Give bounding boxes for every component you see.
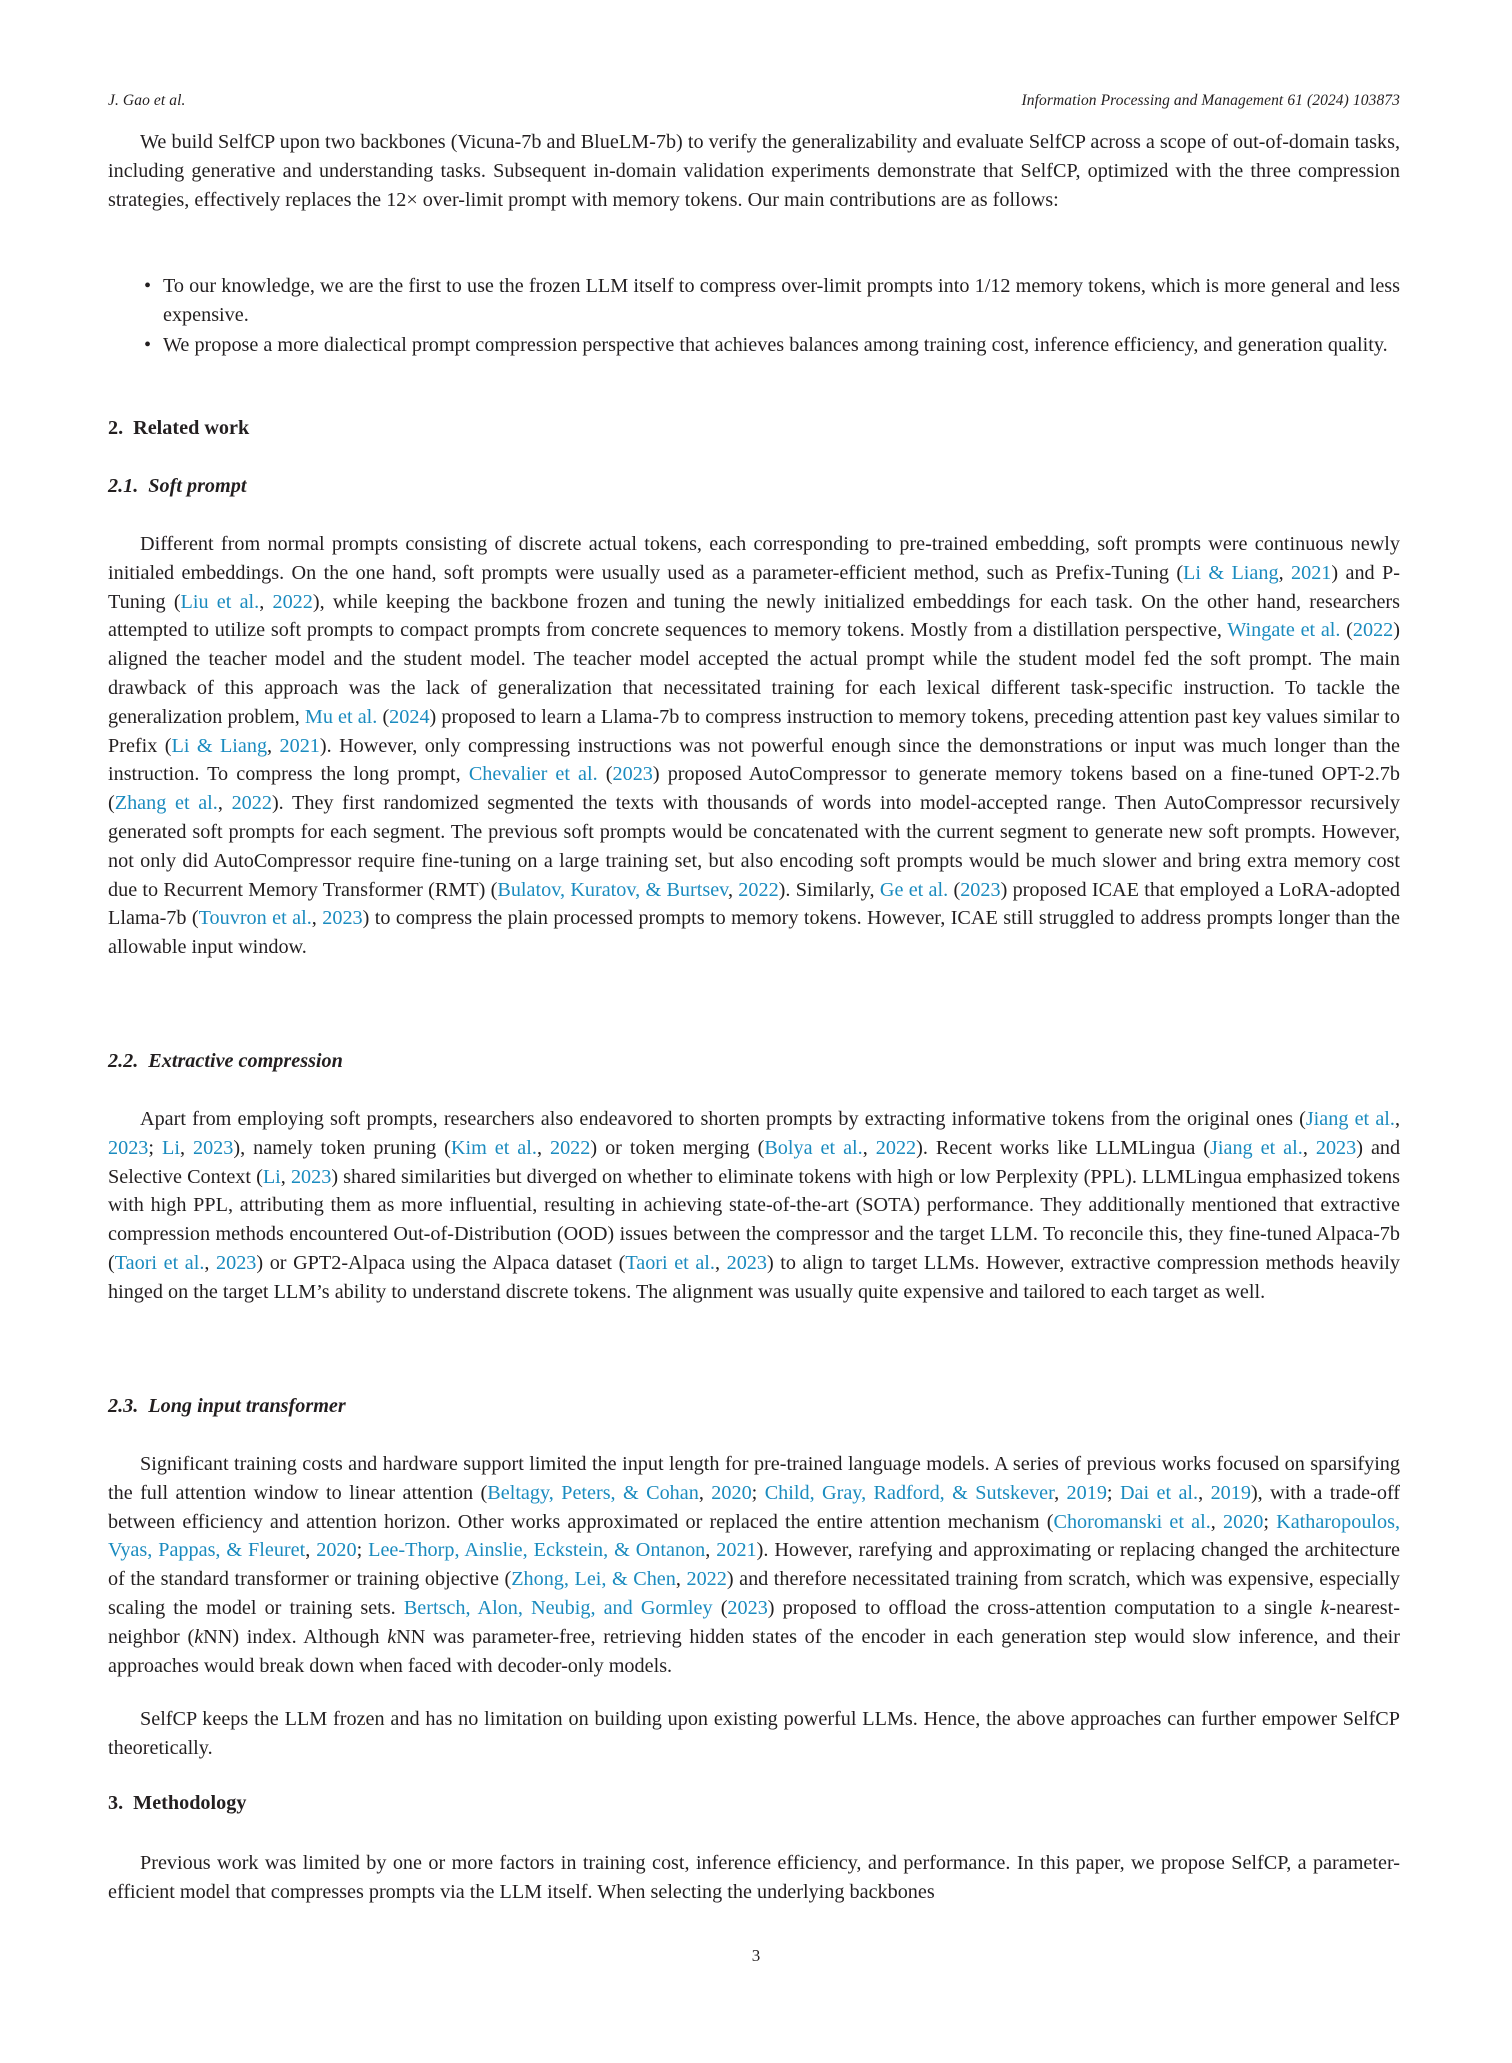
citation-link[interactable]: 2020: [1222, 1510, 1264, 1533]
citation-link[interactable]: Li: [161, 1136, 180, 1159]
subsection-heading-long-input-transformer: 2.3. Long input transformer: [108, 1395, 346, 1417]
citation-link[interactable]: Jiang et al.: [1305, 1108, 1395, 1130]
citation-link[interactable]: 2021: [1291, 561, 1332, 584]
citation-link[interactable]: Bulatov, Kuratov, & Burtsev: [497, 878, 728, 901]
list-item: • To our knowledge, we are the first to use the frozen LLM itself to compress over-limit prompts into 1/12 memory tokens, which is more general and less expensive.: [108, 272, 1400, 330]
citation-link[interactable]: 2020: [711, 1481, 752, 1504]
running-header-left: J. Gao et al.: [108, 92, 186, 109]
intro-paragraph: We build SelfCP upon two backbones (Vicuna-7b and BlueLM-7b) to verify the generalizability and evaluate SelfCP across a scope of out-of-domain tasks, including generative and understanding tasks. Subsequent in-domain validation experiments demonstrate that SelfCP, optimized with the three compression strategies, effectively replaces the 12× over-limit prompt with memory tokens. Our main contributions are as follows:: [108, 131, 1400, 211]
citation-link[interactable]: 2019: [1210, 1481, 1251, 1504]
citation-link[interactable]: 2023: [192, 1136, 234, 1159]
citation-link[interactable]: Jiang et al.: [1210, 1136, 1303, 1159]
citation-link[interactable]: Li: [262, 1165, 281, 1188]
bullet-mark: •: [144, 275, 152, 297]
citation-link[interactable]: 2022: [549, 1136, 591, 1159]
citation-link[interactable]: 2023: [726, 1251, 767, 1274]
contributions-list: [108, 272, 1400, 360]
page-number: 3: [751, 1946, 761, 1965]
citation-link[interactable]: 2021: [279, 734, 320, 757]
citation-link[interactable]: 2023: [612, 763, 653, 786]
citation-link[interactable]: 2023: [108, 1136, 149, 1159]
citation-link[interactable]: Dai et al.: [1119, 1481, 1199, 1504]
citation-link[interactable]: 2019: [1066, 1481, 1107, 1504]
citation-link[interactable]: Wingate et al.: [1227, 619, 1341, 642]
citation-link[interactable]: 2022: [686, 1568, 727, 1591]
section-heading-related-work: 2. Related work: [108, 417, 250, 439]
running-header-right: Information Processing and Management 61 (2024) 103873: [1021, 92, 1400, 109]
citation-link[interactable]: 2021: [716, 1539, 757, 1562]
citation-link[interactable]: 2023: [322, 907, 363, 930]
citation-link[interactable]: 2020: [316, 1539, 357, 1562]
citation-link[interactable]: Chevalier et al.: [468, 763, 598, 786]
citation-link[interactable]: 2022: [272, 590, 313, 613]
subsection-heading-extractive-compression: 2.2. Extractive compression: [108, 1050, 343, 1072]
citation-link[interactable]: 2022: [1352, 619, 1394, 642]
section-heading-methodology: 3. Methodology: [108, 1792, 247, 1814]
citation-link[interactable]: 2023: [216, 1251, 257, 1274]
citation-link[interactable]: Zhong, Lei, & Chen: [511, 1568, 676, 1591]
citation-link[interactable]: Li & Liang: [1183, 561, 1279, 584]
citation-link[interactable]: Ge et al.: [879, 878, 949, 901]
citation-link[interactable]: 2022: [875, 1136, 917, 1159]
citation-link[interactable]: Taori et al.: [625, 1251, 715, 1274]
citation-link[interactable]: 2022: [738, 878, 779, 901]
citation-link[interactable]: 2023: [960, 878, 1001, 901]
citation-link[interactable]: Beltagy, Peters, & Cohan: [487, 1481, 699, 1504]
citation-link[interactable]: 2023: [1315, 1136, 1357, 1159]
citation-link[interactable]: Lee-Thorp, Ainslie, Eckstein, & Ontanon: [368, 1539, 706, 1562]
selfcp-frozen-paragraph: SelfCP keeps the LLM frozen and has no limitation on building upon existing powerful LLMs. Hence, the above approaches can further empower SelfCP theoretically.: [108, 1708, 1400, 1759]
citation-link[interactable]: Katharopoulos, Vyas, Pappas, & Fleuret: [108, 1510, 1401, 1562]
citation-link[interactable]: 2023: [727, 1596, 768, 1619]
bullet-mark: •: [144, 333, 152, 356]
methodology-paragraph: Previous work was limited by one or more factors in training cost, inference efficiency, and performance. In this paper, we propose SelfCP, a parameter-efficient model that compresses prompts via the LLM itself. When selecting the underlying backbones: [108, 1852, 1400, 1903]
citation-link[interactable]: Kim et al.: [450, 1136, 537, 1159]
citation-link[interactable]: Touvron et al.: [198, 907, 312, 930]
soft-prompt-paragraph: Different from normal prompts consisting of discrete actual tokens, each corresponding to pre-trained embedding, soft prompts were continuous newly initialed embeddings. On the one hand, soft prompts were usually used as a parameter-efficient method, such as Prefix-Tuning (Li & Liang, 2021) and P-Tuning (Liu et al., 2022), while keeping the backbone frozen and tuning the newly initialized embeddings for each task. On the other hand, researchers attempted to utilize soft prompts to compact prompts from concrete sequences to memory tokens. Mostly from a distillation perspective, Wingate et al. (2022) aligned the teacher model and the student model. The teacher model accepted the actual prompt while the student model fed the soft prompt. The main drawback of this approach was the lack of generalization that necessitated training for each lexical different task-specific instruction. To tackle the generalization problem, Mu et al. (2024) proposed to learn a Llama-7b to compress instruction to memory tokens, preceding attention past key values similar to Prefix (Li & Liang, 2021). However, only compressing instructions was not powerful enough since the demonstrations or input was much longer than the instruction. To compress the long prompt, Chevalier et al. (2023) proposed AutoCompressor to generate memory tokens based on a fine-tuned OPT-2.7b (Zhang et al., 2022). They first randomized segmented the texts with thousands of words into model-accepted range. Then AutoCompressor recursively generated soft prompts for each segment. The previous soft prompts would be concatenated with the current segment to generate new soft prompts. However, not only did AutoCompressor require fine-tuning on a large training set, but also encoding soft prompts would be much slower and bring extra memory cost due to Recurrent Memory Transformer (RMT) (Bulatov, Kuratov, & Burtsev, 2022). Similarly, Ge et al. (2023) proposed ICAE that employed a LoRA-adopted Llama-7b (Touvron et al., 2023) to compress the plain processed prompts to memory tokens. However, ICAE still struggled to address prompts longer than the allowable input window.: [108, 533, 1401, 959]
extractive-compression-paragraph: Apart from employing soft prompts, researchers also endeavored to shorten prompts by extracting informative tokens from the original ones (Jiang et al., 2023; Li, 2023), namely token pruning (Kim et al., 2022) or token merging (Bolya et al., 2022). Recent works like LLMLingua (Jiang et al., 2023) and Selective Context (Li, 2023) shared similarities but diverged on whether to eliminate tokens with high or low Perplexity (PPL). LLMLingua emphasized tokens with high PPL, attributing them as more influential, resulting in achieving state-of-the-art (SOTA) performance. They additionally mentioned that extractive compression methods encountered Out-of-Distribution (OOD) issues between the compressor and the target LLM. To reconcile this, they fine-tuned Alpaca-7b (Taori et al., 2023) or GPT2-Alpaca using the Alpaca dataset (Taori et al., 2023) to align to target LLMs. However, extractive compression methods heavily hinged on the target LLM’s ability to understand discrete tokens. The alignment was usually quite expensive and tailored to each target as well.: [108, 1108, 1401, 1303]
citation-link[interactable]: Liu et al.: [180, 590, 260, 613]
citation-link[interactable]: Li & Liang: [171, 734, 268, 757]
citation-link[interactable]: Child, Gray, Radford, & Sutskever: [764, 1481, 1055, 1504]
long-input-transformer-paragraph: Significant training costs and hardware support limited the input length for pre-trained language models. A series of previous works focused on sparsifying the full attention window to linear attention (Beltagy, Peters, & Cohan, 2020; Child, Gray, Radford, & Sutskever, 2019; Dai et al., 2019), with a trade-off between efficiency and attention horizon. Other works approximated or replaced the entire attention mechanism (Choromanski et al., 2020; Katharopoulos, Vyas, Pappas, & Fleuret, 2020; Lee-Thorp, Ainslie, Eckstein, & Ontanon, 2021). However, rarefying and approximating or replacing changed the architecture of the standard transformer or training objective (Zhong, Lei, & Chen, 2022) and therefore necessitated training from scratch, which was expensive, especially scaling the model or training sets. Bertsch, Alon, Neubig, and Gormley (2023) proposed to offload the cross-attention computation to a single k-nearest-neighbor (kNN) index. Although kNN was parameter-free, retrieving hidden states of the encoder in each generation step would slow inference, and their approaches would break down when faced with decoder-only models.: [108, 1453, 1401, 1677]
citation-link[interactable]: Choromanski et al.: [1053, 1510, 1211, 1533]
list-item: • We propose a more dialectical prompt compression perspective that achieves balances among training cost, inference efficiency, and generation quality.: [108, 331, 1400, 360]
citation-link[interactable]: Bolya et al.: [764, 1136, 863, 1159]
citation-link[interactable]: 2022: [231, 792, 272, 815]
subsection-heading-soft-prompt: 2.1. Soft prompt: [108, 475, 247, 497]
citation-link[interactable]: Mu et al.: [304, 705, 378, 728]
citation-link[interactable]: Taori et al.: [114, 1251, 205, 1274]
citation-link[interactable]: 2023: [290, 1165, 332, 1188]
citation-link[interactable]: 2024: [389, 705, 430, 728]
citation-link[interactable]: Zhang et al.: [114, 792, 218, 815]
citation-link[interactable]: Bertsch, Alon, Neubig, and Gormley: [403, 1596, 713, 1619]
